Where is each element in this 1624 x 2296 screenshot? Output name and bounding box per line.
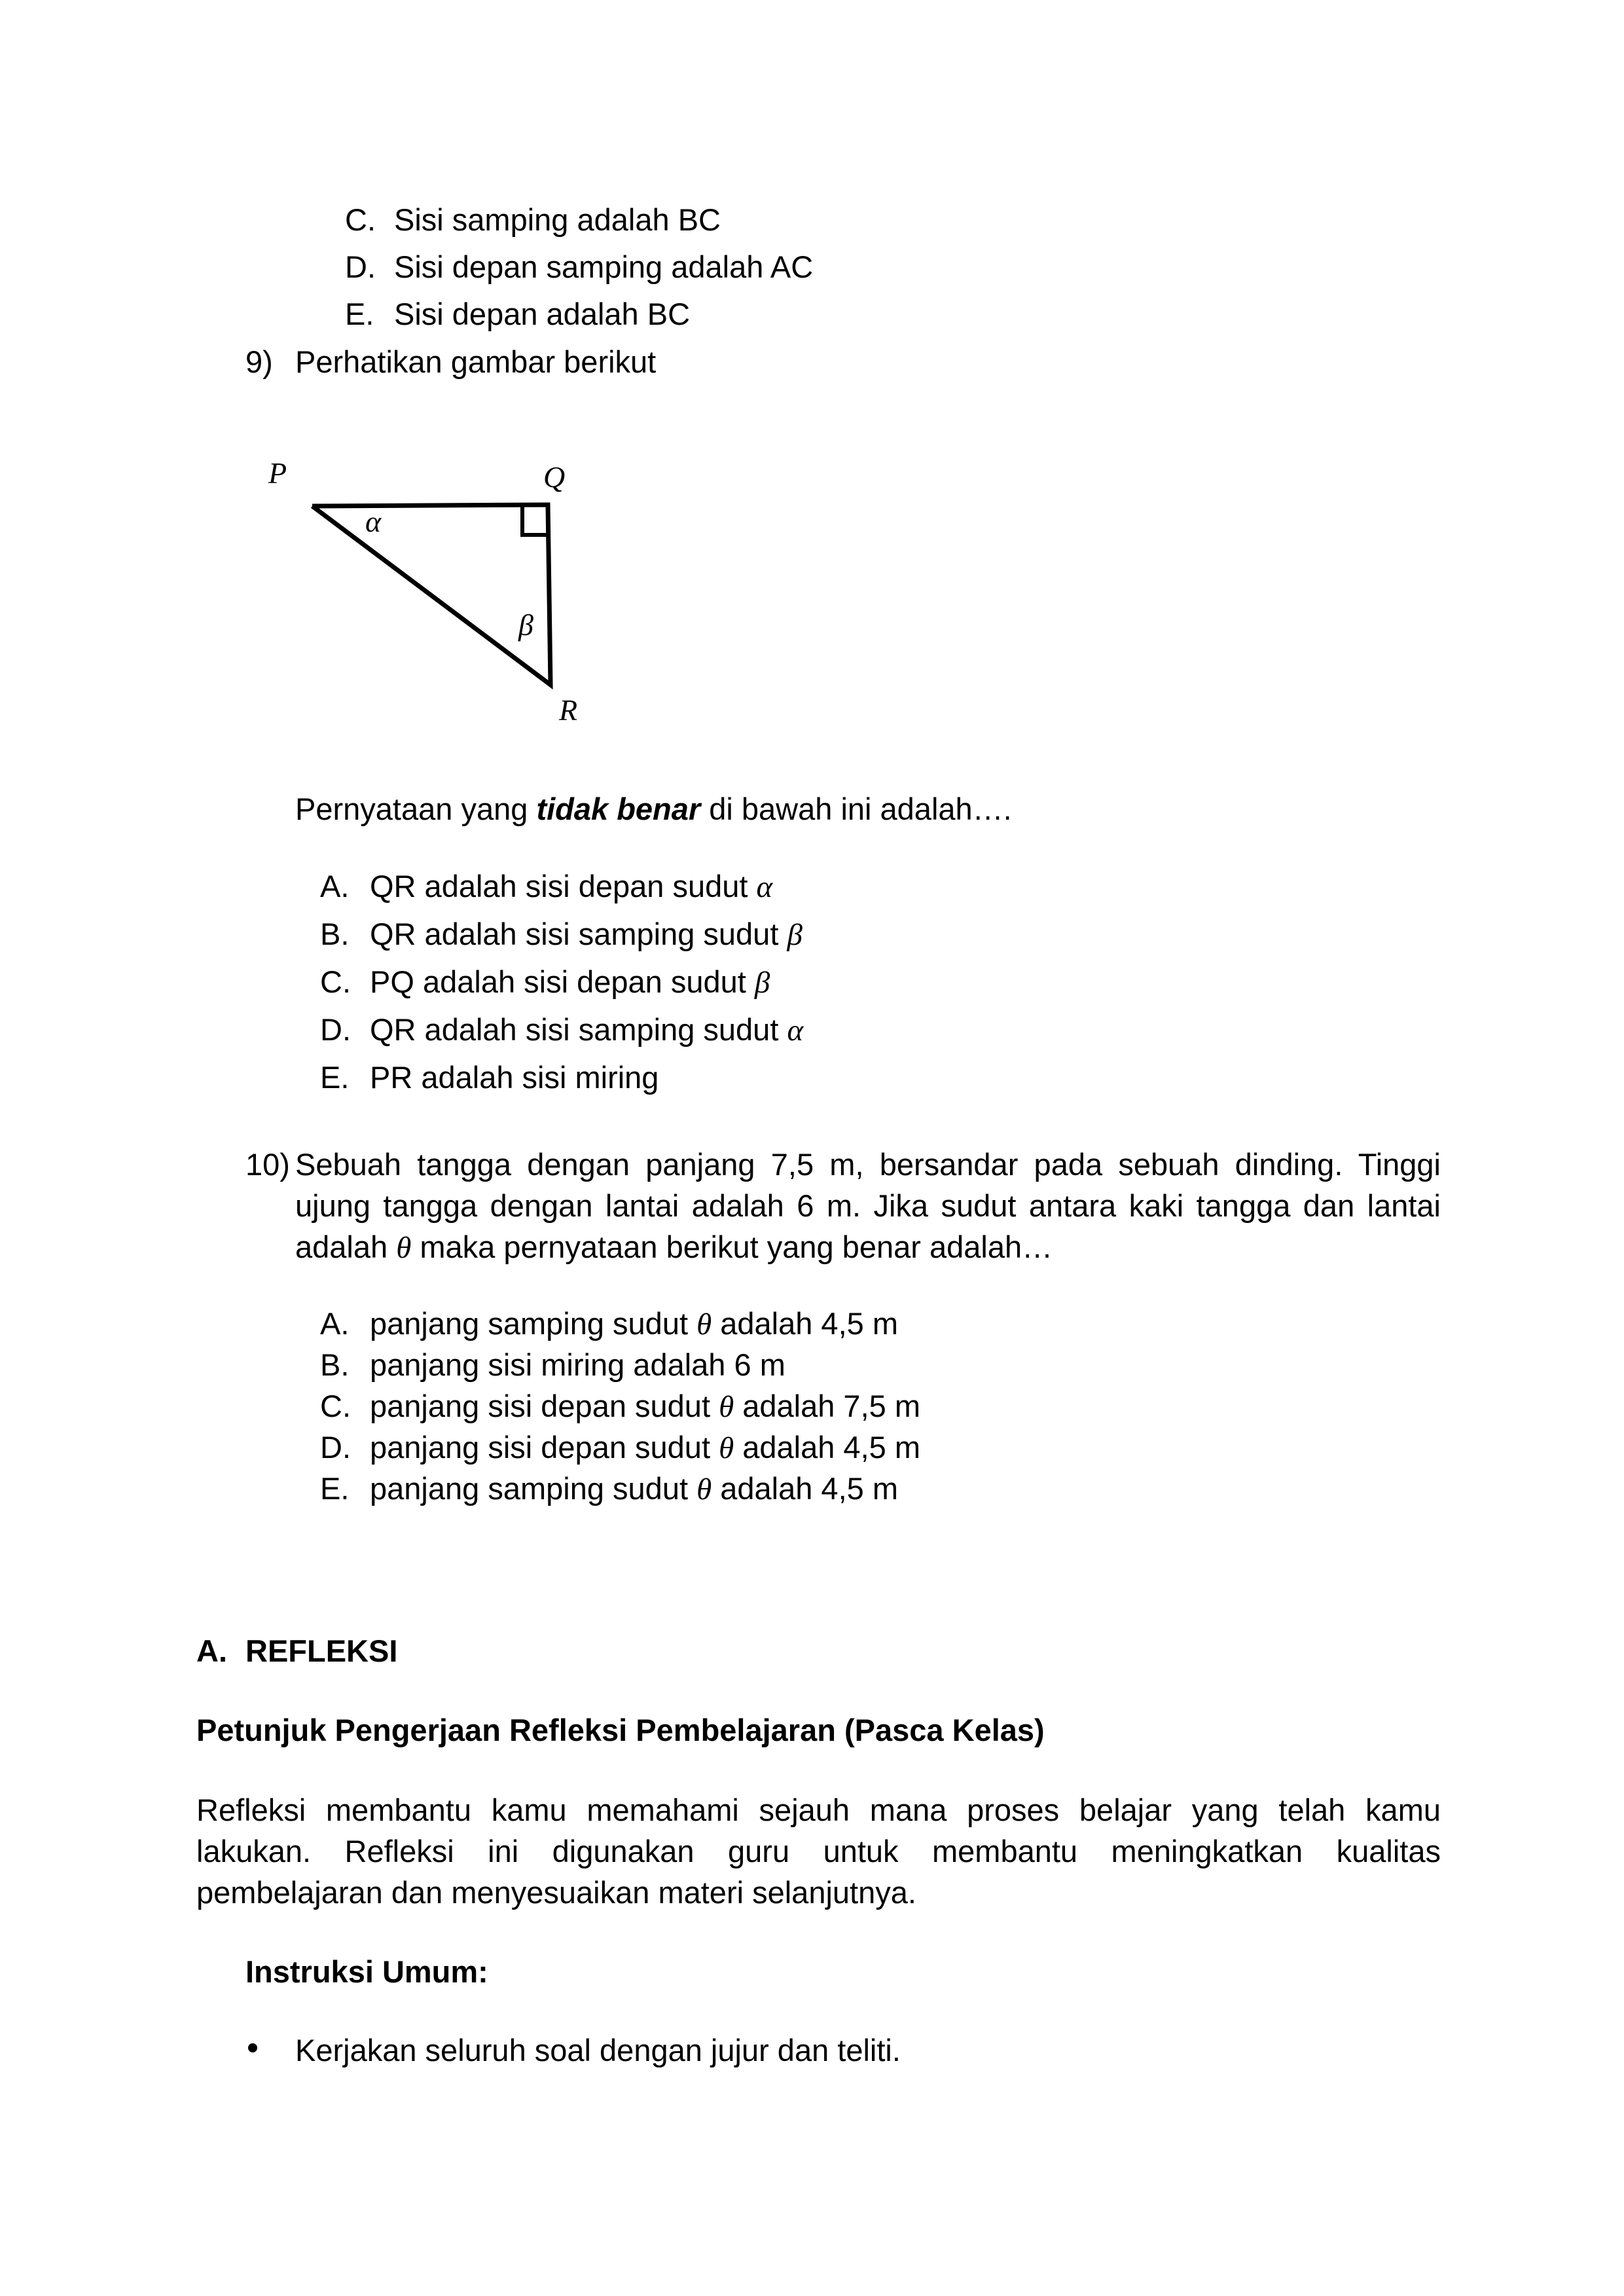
- q10-line-2: ujung tangga dengan lantai adalah 6 m. Jika sudut antara kaki tangga dan lantai: [295, 1188, 1441, 1223]
- q9-option-a-text: QR adalah sisi depan sudut α: [370, 869, 773, 904]
- reflection-para-line-2: lakukan. Refleksi ini digunakan guru untuk membantu meningkatkan kualitas: [196, 1834, 1441, 1868]
- section-letter: A.: [196, 1633, 227, 1668]
- q10-option-c-letter: C.: [320, 1389, 351, 1423]
- q9-option-e-letter: E.: [320, 1060, 350, 1095]
- q10-option-e-letter: E.: [320, 1471, 350, 1506]
- q10-option-b-letter: B.: [320, 1347, 350, 1382]
- q10-line-1: Sebuah tangga dengan panjang 7,5 m, bersandar pada sebuah dinding. Tinggi: [295, 1147, 1441, 1182]
- q9-option-c-letter: C.: [320, 964, 351, 999]
- reflection-subheading: Petunjuk Pengerjaan Refleksi Pembelajaran (Pasca Kelas): [196, 1713, 1045, 1747]
- q10-number: 10): [245, 1147, 290, 1182]
- q9-prompt-emphasis: tidak benar: [536, 792, 701, 826]
- q8-option-e-text: Sisi depan adalah BC: [394, 297, 691, 331]
- q8-option-d-letter: D.: [345, 249, 376, 284]
- q9-option-e-text: PR adalah sisi miring: [370, 1060, 659, 1095]
- bullet-dot-icon: [248, 2043, 257, 2052]
- q9-option-b-letter: B.: [320, 917, 350, 951]
- right-angle-marker: [522, 505, 549, 535]
- q9-prompt-after: di bawah ini adalah….: [700, 792, 1012, 826]
- q10-line-3: adalah θ maka pernyataan berikut yang benar adalah…: [295, 1230, 1053, 1265]
- vertex-label-p: P: [268, 456, 287, 490]
- q9-option-b-text: QR adalah sisi samping sudut β: [370, 917, 803, 952]
- q9-intro: Perhatikan gambar berikut: [295, 344, 657, 379]
- q9-option-a-letter: A.: [320, 869, 350, 903]
- q9-option-c-text: PQ adalah sisi depan sudut β: [370, 964, 770, 1000]
- section-title: REFLEKSI: [245, 1633, 398, 1668]
- q10-option-c-text: panjang sisi depan sudut θ adalah 7,5 m: [370, 1389, 920, 1424]
- q9-prompt-before: Pernyataan yang: [295, 792, 537, 826]
- q10-option-a-letter: A.: [320, 1306, 350, 1341]
- reflection-para-line-1: Refleksi membantu kamu memahami sejauh mana proses belajar yang telah kamu: [196, 1793, 1441, 1827]
- q9-option-d-text: QR adalah sisi samping sudut α: [370, 1012, 804, 1048]
- instruction-item-1: Kerjakan seluruh soal dengan jujur dan teliti.: [295, 2033, 901, 2068]
- instructions-heading: Instruksi Umum:: [245, 1954, 488, 1989]
- q10-option-d-letter: D.: [320, 1430, 351, 1465]
- vertex-label-q: Q: [543, 460, 566, 494]
- q10-option-b-text: panjang sisi miring adalah 6 m: [370, 1347, 785, 1382]
- q9-number: 9): [245, 344, 273, 379]
- triangle-pqr: [312, 505, 550, 685]
- q8-option-c-letter: C.: [345, 202, 376, 237]
- q10-option-d-text: panjang sisi depan sudut θ adalah 4,5 m: [370, 1430, 920, 1465]
- q8-option-c-text: Sisi samping adalah BC: [394, 202, 721, 237]
- vertex-label-r: R: [559, 693, 578, 727]
- right-triangle-figure: [255, 445, 622, 746]
- angle-label-beta: β: [518, 608, 533, 642]
- q8-option-e-letter: E.: [345, 297, 374, 331]
- q10-option-a-text: panjang samping sudut θ adalah 4,5 m: [370, 1306, 898, 1341]
- reflection-para-line-3: pembelajaran dan menyesuaikan materi selanjutnya.: [196, 1875, 916, 1910]
- q9-option-d-letter: D.: [320, 1012, 351, 1047]
- q10-option-e-text: panjang samping sudut θ adalah 4,5 m: [370, 1471, 898, 1506]
- q9-prompt: [295, 793, 1012, 824]
- angle-label-alpha: α: [365, 505, 382, 538]
- q8-option-d-text: Sisi depan samping adalah AC: [394, 249, 814, 284]
